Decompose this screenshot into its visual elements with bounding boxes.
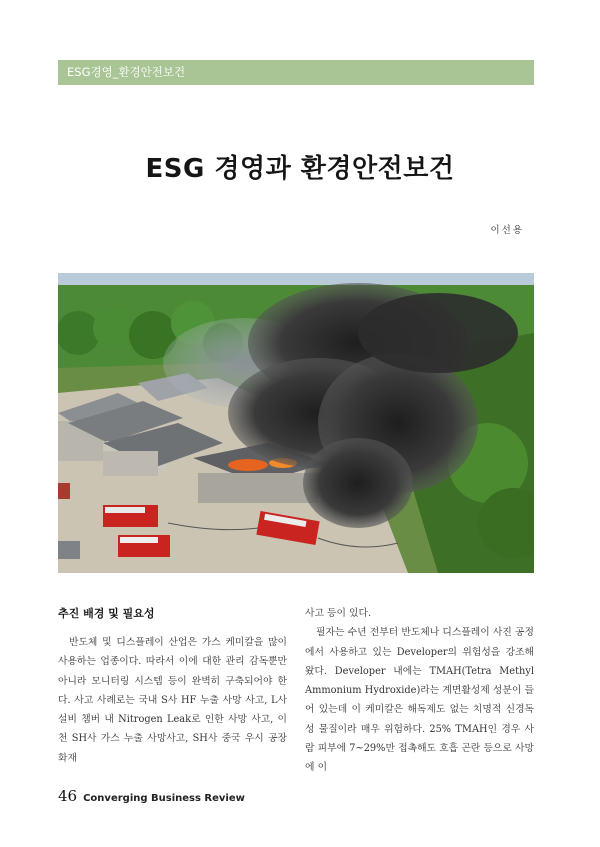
page-footer — [58, 787, 245, 805]
article-title: ESG 경영과 환경안전보건 — [145, 154, 455, 184]
page-number: 46 — [58, 787, 78, 805]
body-paragraph-left: 반도체 및 디스플레이 산업은 가스 케미칼을 많이 사용하는 업종이다. 따라서 이에 대한 관리 감독뿐만 아니라 모니터링 시스템 등이 완벽히 구축되어야 한다. 사고 사례로는 국내 S사 HF 누출 사망 사고, L사 설비 챔버 내 Nitrogen Leak로 인한 사망 사고, 이천 SH사 가스 누출 사망사고, SH사 중국 우시 공장 화재 — [58, 637, 287, 764]
section-label: ESG경영_환경안전보건 — [58, 60, 534, 85]
body-paragraph-continuation: 사고 등이 있다. — [305, 608, 372, 619]
right-column — [305, 604, 534, 778]
section-heading: 추진 배경 및 필요성 — [58, 607, 155, 620]
body-paragraph-right: 필자는 수년 전부터 반도체나 디스플레이 사진 공정에서 사용하고 있는 Developer의 위험성을 강조해 왔다. Developer 내에는 TMAH(Tetra Methyl Ammonium Hydroxide)라는 계면활성제 성분이 들어 있는데 이 케미칼은 해독제도 없는 치명적 신경독성 물질이라 매우 위험하다. 25% TMAH인 경우 사람 피부에 7~29%만 접촉해도 호흡 곤란 등으로 사망에 이 — [305, 627, 534, 774]
article-photo — [58, 273, 534, 573]
author-name: 이선용 — [490, 225, 524, 236]
magazine-name: Converging Business Review — [83, 793, 245, 804]
left-column — [58, 604, 287, 768]
